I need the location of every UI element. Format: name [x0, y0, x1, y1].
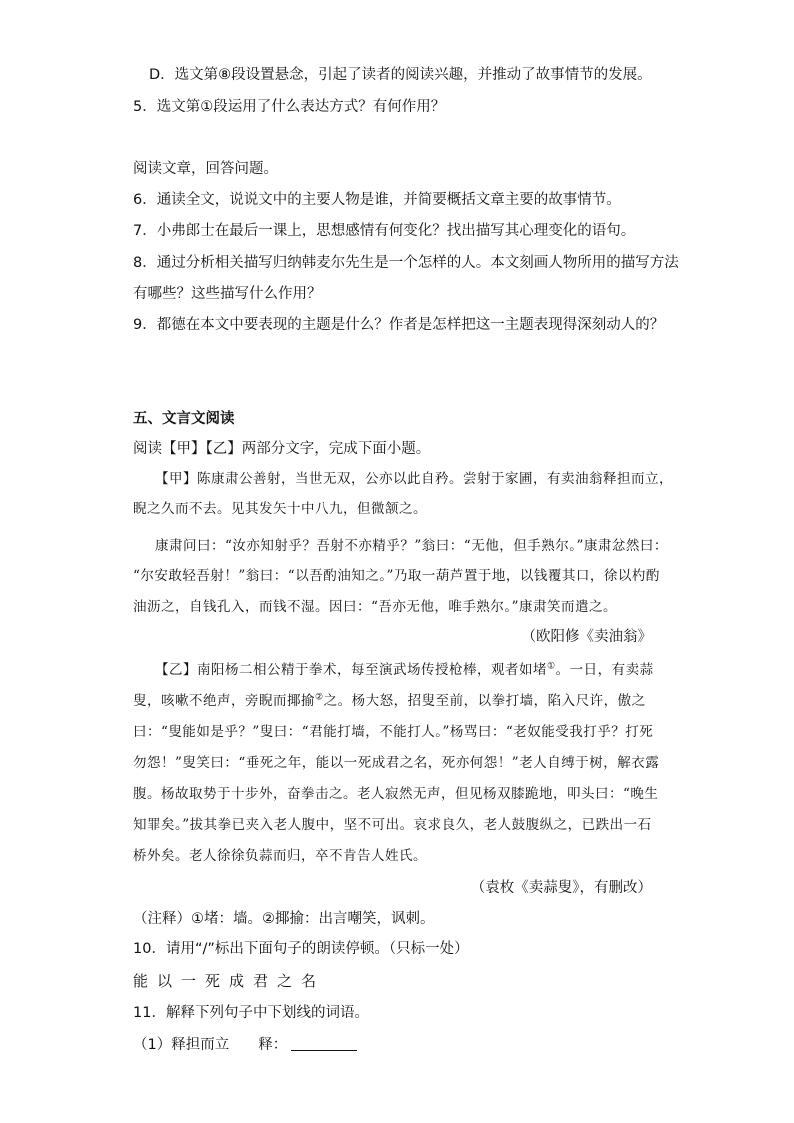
yi-text-line: 桥外矣。老人徐徐负蒜而归，卒不肯告人姓氏。 [133, 848, 427, 864]
note-marker: ② [315, 692, 324, 703]
jia-text-line: 康肃问曰：“汝亦知射乎？吾射不亦精乎？”翁曰：“无他，但手熟尔。”康肃忿然曰： [155, 538, 668, 554]
jia-text-line: 睨之久而不去。见其发矢十中八九，但微颔之。 [133, 501, 427, 517]
jia-source: （欧阳修《卖油翁》 [521, 629, 652, 645]
question-8-line1: 8．通过分析相关描写归纳韩麦尔先生是一个怎样的人。本文刻画人物所用的描写方法 [133, 255, 679, 271]
question-11: 11．解释下列句子中下划线的词语。 [133, 1005, 369, 1021]
jia-text-line: 【甲】陈康肃公善射，当世无双，公亦以此自矜。尝射于家圃，有卖油翁释担而立， [155, 471, 673, 487]
question-7: 7．小弗郎士在最后一课上，思想感情有何变化？找出描写其心理变化的语句。 [133, 223, 636, 239]
yi-text-segment: 叟，咳嗽不绝声，旁睨而揶揄 [133, 693, 315, 709]
jia-text-line: “尔安敢轻吾射！”翁曰：“以吾酌油知之。”乃取一葫芦置于地，以钱覆其口，徐以杓酌 [133, 568, 660, 584]
answer-blank[interactable] [291, 1036, 357, 1051]
q10-sentence: 能以一死成君之名 [133, 972, 326, 990]
question-10: 10．请用“/”标出下面句子的朗读停顿。（只标一处） [133, 941, 469, 957]
yi-text-line: 腹。杨故取势于十步外，奋拳击之。老人寂然无声，但见杨双膝跪地，叩头曰：“晚生 [133, 786, 659, 802]
yi-text-line [133, 690, 646, 712]
question-6: 6．通读全文，说说文中的主要人物是谁，并简要概括文章主要的故事情节。 [133, 192, 621, 208]
jia-text-line: 油沥之，自钱孔入，而钱不湿。因曰：“吾亦无他，唯手熟尔。”康肃笑而遣之。 [133, 599, 618, 615]
note-marker: ① [547, 661, 556, 672]
yi-text-line: 知罪矣。”拔其拳已夹入老人腹中，坚不可出。哀求良久，老人鼓腹纵之，已跌出一石 [133, 817, 652, 833]
yi-text-line [155, 659, 654, 681]
q11-item-1-label: （1）释担而立 释： [133, 1037, 288, 1053]
annotations: （注释）①堵：墙。②揶揄：出言嘲笑，讽刺。 [133, 911, 435, 927]
q4-option-d: D．选文第⑧段设置悬念，引起了读者的阅读兴趣，并推动了故事情节的发展。 [149, 67, 652, 83]
section-intro: 阅读【甲】【乙】两部分文字，完成下面小题。 [133, 441, 431, 457]
reading-intro: 阅读文章，回答问题。 [133, 161, 278, 177]
yi-text-line: 勿怨！”叟笑曰：“垂死之年，能以一死成君之名，死亦何怨！”老人自缚于树，解衣露 [133, 755, 660, 771]
yi-text-segment: 【乙】南阳杨二相公精于拳术，每至演武场传授枪棒，观者如堵 [155, 662, 547, 678]
q11-item-1 [133, 1034, 357, 1056]
question-8-line2: 有哪些？这些描写什么作用？ [133, 286, 322, 302]
question-5: 5．选文第①段运用了什么表达方式？有何作用？ [133, 99, 446, 115]
yi-text-segment: 。一日，有卖蒜 [555, 662, 654, 678]
yi-text-line: 曰：“叟能如是乎？”叟曰：“君能打墙，不能打人。”杨骂曰：“老奴能受我打乎？打死 [133, 724, 654, 740]
section-title: 五、文言文阅读 [133, 411, 235, 427]
question-9: 9．都德在本文中要表现的主题是什么？作者是怎样把这一主题表现得深刻动人的？ [133, 317, 665, 333]
yi-source: （袁枚《卖蒜叟》，有删改） [470, 880, 652, 896]
yi-text-segment: 之。杨大怒，招叟至前，以拳打墙，陷入尺许，傲之 [323, 693, 646, 709]
